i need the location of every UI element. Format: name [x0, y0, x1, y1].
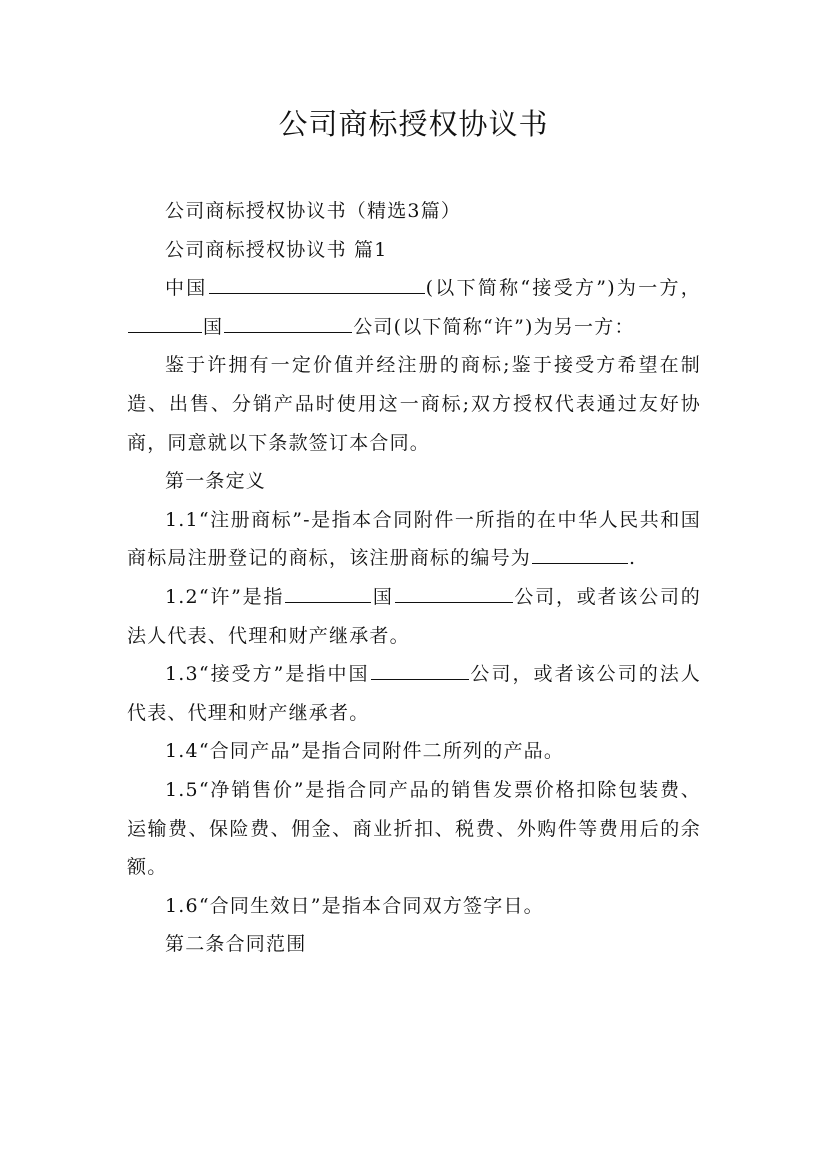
- definition-1-4: 1.4“合同产品”是指合同附件二所列的产品。: [165, 740, 565, 763]
- blank-line: [395, 583, 513, 603]
- blank-line: [224, 313, 352, 333]
- definition-1-2-a: 1.2“许”是指: [165, 585, 285, 608]
- blank-line: [285, 583, 371, 603]
- definition-1-3-b: 公司，或者该公司的法人代表、代理和财产继承者。: [127, 663, 702, 724]
- intro-text-2: (以下简称“接受方”)为一: [425, 277, 660, 300]
- blank-line: [128, 313, 202, 333]
- intro-text-5: 公司(以下简称“许”)为另一: [353, 315, 595, 338]
- article1-heading: 第一条定义: [165, 470, 267, 493]
- intro-text-4: 国: [203, 315, 224, 338]
- article2-heading: 第二条合同范围: [165, 933, 307, 956]
- intro-paragraph: [127, 269, 701, 346]
- definition-1-6: 1.6“合同生效日”是指本合同双方签字日。: [165, 894, 544, 917]
- definition-1-1-text: 1.1“注册商标”-是指本合同附件一所指的在中华人民共和国商标局注册登记的商标，该注册商标的编号为: [127, 508, 701, 570]
- definition-1-2-c: 公司，或者该公司的法人代表、代理和财产继承者。: [127, 585, 701, 647]
- intro-text-6: 方：: [594, 315, 635, 338]
- definition-1-1-end: .: [629, 547, 637, 570]
- blank-line: [532, 544, 628, 564]
- document-title: 公司商标授权协议书: [278, 107, 549, 141]
- intro-text-1: 中国: [165, 277, 208, 300]
- definition-1-3-a: 1.3“接受方”是指中国: [165, 663, 370, 686]
- definition-1-2-b: 国: [372, 585, 394, 608]
- document-subtitle: 公司商标授权协议书（精选3篇）: [165, 200, 462, 222]
- definition-1-1: [127, 501, 701, 578]
- part-heading: 公司商标授权协议书 篇1: [165, 238, 388, 261]
- blank-line: [371, 660, 469, 680]
- document-body: [127, 192, 701, 964]
- whereas-paragraph: 鉴于许拥有一定价值并经注册的商标;鉴于接受方希望在制造、出售、分销产品时使用这一商标;双方授权代表通过友好协商，同意就以下条款签订本合同。: [127, 354, 701, 454]
- definition-1-3: [127, 655, 701, 732]
- definition-1-5: 1.5“净销售价”是指合同产品的销售发票价格扣除包装费、运输费、保险费、佣金、商业折扣、税费、外购件等费用后的余额。: [127, 778, 701, 879]
- blank-line: [209, 274, 425, 294]
- definition-1-2: [127, 578, 701, 655]
- intro-text-3: 方，: [659, 277, 701, 300]
